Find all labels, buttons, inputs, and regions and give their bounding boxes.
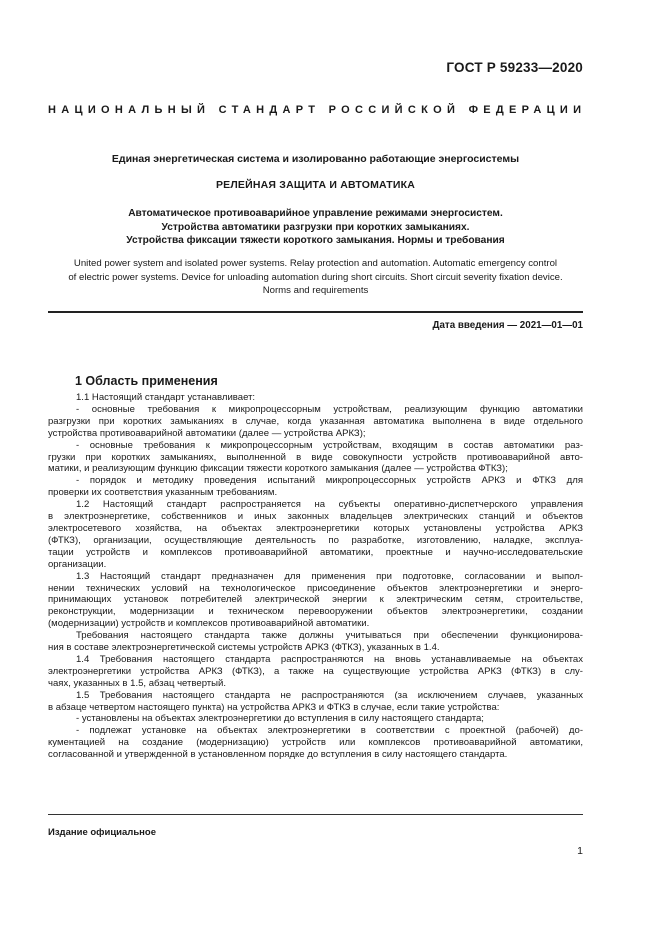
footer-divider	[48, 814, 583, 815]
body-line: реконструкции, модернизации и техническом перевооружении объектов электроэнергетики, создании	[48, 606, 583, 618]
body-line: 1.4 Требования настоящего стандарта распространяются на вновь устанавливаемые на объектах	[76, 653, 583, 665]
body-line: согласованной и утвержденной в установленном порядке до вступления в силу настоящего стандарта.	[48, 749, 508, 761]
body-line: принимающих установок потребителей электрической энергии к электрическим сетям, строительстве,	[48, 594, 583, 606]
gost-number: ГОСТ Р 59233—2020	[446, 60, 583, 75]
body-line: 1.1 Настоящий стандарт устанавливает:	[76, 392, 256, 403]
body-line: Требования настоящего стандарта также должны учитываться при обеспечении функционирова-	[76, 630, 583, 642]
english-title-line: of electric power systems. Device for unloading automation during short circuits. Short circuit severity fixation device.	[68, 271, 563, 283]
body-line: разгрузки при коротких замыканиях в случае, когда указанная автоматика выполнена в виде отдельного	[48, 415, 583, 427]
section-heading: 1 Область применения	[75, 374, 218, 388]
body-line: (ФТКЗ), организации, осуществляющие деятельность по разработке, изготовлению, наладке, эксплуа-	[48, 534, 583, 546]
body-line: 1.3 Настоящий стандарт предназначен для применения при подготовке, согласовании и выпол-	[76, 570, 583, 582]
body-line: 1.5 Требования настоящего стандарта не распространяются (за исключением случаев, указанных	[76, 689, 583, 701]
introduction-date: Дата введения — 2021—01—01	[432, 320, 583, 331]
body-line: организации.	[48, 558, 107, 570]
body-line: электроэнергетики устройства АРКЗ (ФТКЗ), а также на существующие устройства АРКЗ (ФТКЗ) в слу-	[48, 665, 583, 677]
main-title: РЕЛЕЙНАЯ ЗАЩИТА И АВТОМАТИКА	[215, 179, 416, 191]
series-title: Единая энергетическая система и изолированно работающие энергосистемы	[111, 153, 520, 165]
body-line: в абзаце четвертом настоящего пункта) на устройства АРКЗ и ФТКЗ в случае, если такие устройства:	[48, 701, 500, 713]
national-standard-banner: НАЦИОНАЛЬНЫЙ СТАНДАРТ РОССИЙСКОЙ ФЕДЕРАЦИИ	[48, 104, 587, 116]
english-title	[48, 257, 583, 298]
english-title-line: Norms and requirements	[262, 285, 369, 296]
body-line: - подлежат установке на объектах электроэнергетики в соответствии с проектной (рабочей) до-	[76, 725, 583, 737]
edition-note: Издание официальное	[48, 827, 156, 838]
body-line: электросетевого хозяйства, на объектах электроэнергетики которых установлены устройства АРКЗ	[48, 522, 583, 534]
title-divider	[48, 311, 583, 313]
body-line: - основные требования к микропроцессорным устройствам, входящим в состав автоматики раз-	[76, 439, 583, 451]
subtitle-line: Устройства фиксации тяжести короткого замыкания. Нормы и требования	[126, 235, 505, 246]
subtitle-line: Устройства автоматики разгрузки при коротких замыканиях.	[161, 221, 470, 233]
body-line: устройства противоаварийной автоматики (далее — устройства АРКЗ);	[48, 427, 366, 439]
body-line: проверки их соответствия указанным требованиям.	[48, 487, 278, 499]
body-line: ния в составе электроэнергетической системы устройств АРКЗ (ФТКЗ), указанных в 1.4.	[48, 642, 440, 654]
body-line: грузки при коротких замыканиях, выполненной в виде совокупности устройств противоаварийной авто-	[48, 451, 583, 463]
body-line: в электроэнергетике, собственников и иных законных владельцев электрических станций и объектов	[48, 511, 583, 523]
body-line: 1.2 Настоящий стандарт распространяется на субъекты оперативно-диспетчерского управления	[76, 499, 583, 511]
body-line: чаях, указанных в 1.5, абзац четвертый.	[48, 677, 227, 689]
subtitle	[48, 207, 583, 248]
body-line: - установлены на объектах электроэнергетики до вступления в силу настоящего стандарта;	[76, 713, 484, 725]
page-number: 1	[577, 845, 583, 857]
subtitle-line: Автоматическое противоаварийное управление режимами энергосистем.	[128, 208, 503, 219]
english-title-line: United power system and isolated power systems. Relay protection and automation. Automatic emergency control	[73, 258, 558, 269]
body-line: - порядок и методику проведения испытаний микропроцессорных устройств АРКЗ и ФТКЗ для	[76, 475, 583, 487]
body-line: - основные требования к микропроцессорным устройствам, реализующим функцию автоматики	[76, 403, 583, 415]
body-line: нении технических условий на технологическое присоединение объектов электроэнергетики и энерго-	[48, 582, 583, 594]
section-body	[48, 392, 583, 761]
body-line: (модернизации) устройств и комплексов противоаварийной автоматики.	[48, 618, 370, 630]
body-line: кументацией на создание (модернизацию) устройств или комплексов противоаварийной автоматики,	[48, 737, 583, 749]
body-line: тации устройств и комплексов противоаварийной автоматики, проектные и научно-исследовательские	[48, 546, 583, 558]
body-line: матики, и реализующим функцию фиксации тяжести короткого замыкания (далее — устройства ФТКЗ);	[48, 463, 508, 475]
